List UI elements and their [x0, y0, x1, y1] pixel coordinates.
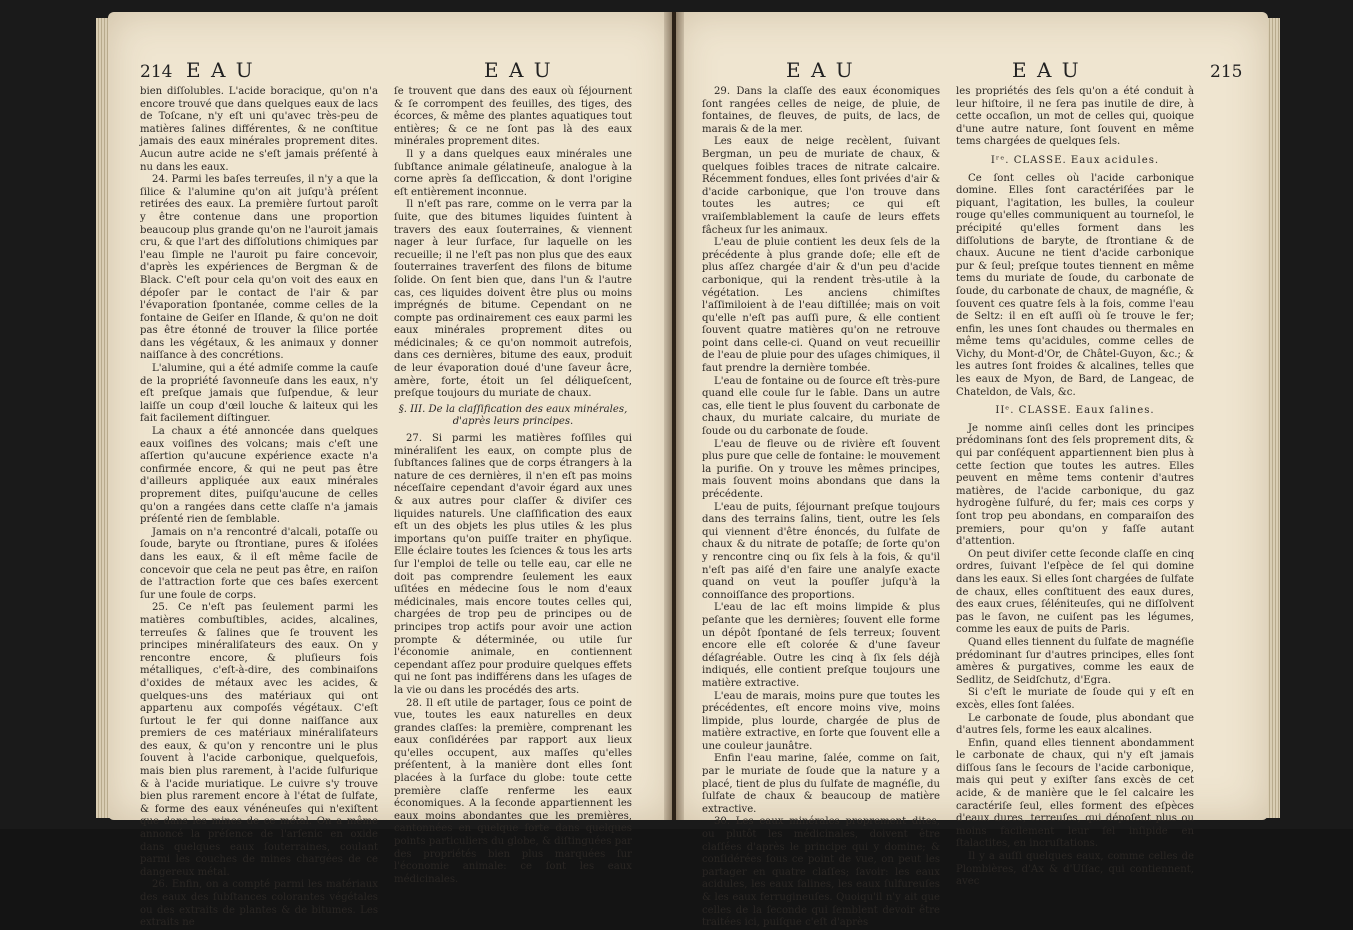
paragraph: L'eau de pluie contient les deux ſels de la précédente à plus grande doſe; elle eſt de plus aſſez chargée d'air & d'un peu d'acide carbonique, qui la rendent très-utile à la végétation. Les anciens chimiſtes l'aſſimiloient à de l'eau diſtillée; mais on voit qu'elle n'eſt pas auſſi pure, & elle contient ſouvent quatre matières qu'on ne retrouve point dans celle-ci. Quand on veut recueillir de l'eau de pluie pour des uſages chimiques, il faut prendre la dernière tombée. — [702, 237, 940, 375]
paragraph: 29. Dans la claſſe des eaux économiques ſont rangées celles de neige, de pluie, de fontaines, de fleuves, de puits, de lacs, de marais & de la mer. — [702, 86, 940, 135]
left-page-column-1 — [140, 86, 378, 929]
running-head-inner: E A U — [484, 58, 553, 82]
paragraph: Jamais on n'a rencontré d'alcali, potaſſe ou ſoude, baryte ou ſtrontiane, pures & iſolées dans les eaux, & il eſt même facile de concevoir que cela ne peut pas être, en raiſon de l'attraction forte que ces baſes exercent ſur une foule de corps. — [140, 526, 378, 601]
paragraph: L'alumine, qui a été admiſe comme la cauſe de la propriété ſavonneuſe dans les eaux, n'y eſt preſque jamais que ſuſpendue, & leur laiſſe un coup d'œil louche & laiteux qui les fait facilement diſtinguer. — [140, 363, 378, 425]
paragraph: Je nomme ainſi celles dont les principes prédominans ſont des ſels proprement dits, & qui par conſéquent appartiennent bien plus à cette ſection que toutes les autres. Elles peuvent en même tems contenir d'autres matières, de l'acide carbonique, du gaz hydrogène ſulfuré, du fer; mais ces corps y ſont trop peu abondans, en comparaiſon des premiers, pour qu'on y faſſe autant d'attention. — [956, 422, 1194, 548]
paragraph: 26. Enfin, on a compté parmi les matériaux des eaux des ſubſtances colorantes végétales ou des extraits de plantes & de bitumes. Les extraits ne — [140, 879, 378, 929]
paragraph: Les eaux de neige recèlent, ſuivant Bergman, un peu de muriate de chaux, & quelques foibles traces de nitrate calcaire. Récemment fondues, elles ſont privées d'air & d'acide carbonique, que l'on trouve dans toutes les autres; ce qui eſt vraiſemblablement la cauſe de leurs effets fâcheux ſur les animaux. — [702, 136, 940, 236]
paragraph: L'eau de lac eſt moins limpide & plus peſante que les dernières; ſouvent elle forme un dépôt ſpontané de ſels terreux; ſouvent encore elle eſt colorée & d'une ſaveur déſagréable. Outre les cinq à ſix ſels déjà indiqués, elle contient preſque toujours une matière extractive. — [702, 602, 940, 689]
paragraph: 28. Il eſt utile de partager, ſous ce point de vue, toutes les eaux naturelles en deux grandes claſſes: la première, comprenant les eaux conſidérées par rapport aux lieux qu'elles occupent, aux maſſes qu'elles préſentent, à la manière dont elles ſont placées à la ſurface du globe: toute cette première claſſe renferme les eaux économiques. A la ſeconde appartiennent les eaux moins abondantes que les premières, cantonnées en quelque ſorte dans quelques points particuliers du globe, & diſtinguées par des propriétés bien plus marquées ſur l'économie animale: ce ſont les eaux médicinales. — [394, 697, 632, 885]
section-heading: §. III. De la claſſification des eaux minérales, d'après leurs principes. — [398, 403, 628, 428]
right-page-header — [676, 58, 1268, 84]
paragraph: Il y a auſſi quelques eaux, comme celles de Plombières, d'Ax & d'Uſſac, qui contiennent, avec — [956, 851, 1194, 888]
paragraph: bien diſſolubles. L'acide boracique, qu'on n'a encore trouvé que dans quelques eaux de lacs de Toſcane, n'y eſt uni qu'avec très-peu de matières ſalines différentes, & ne conſtitue jamais des eaux minérales proprement dites. Aucun autre acide ne s'eſt jamais préſenté à nu dans les eaux. — [140, 86, 378, 173]
book-gutter — [664, 12, 684, 820]
right-page-column-1 — [702, 86, 940, 929]
paragraph: Le carbonate de ſoude, plus abondant que d'autres ſels, forme les eaux alcalines. — [956, 712, 1194, 737]
paragraph: Enfin l'eau marine, ſalée, comme on ſait, par le muriate de ſoude que la nature y a placé, tient de plus du ſulfate de magnéſie, du ſulfate de chaux & beaucoup de matière extractive. — [702, 753, 940, 815]
page-number: 215 — [1210, 62, 1243, 82]
paragraph: Enfin, quand elles tiennent abondamment le carbonate de chaux, qui n'y eſt jamais diſſous ſans le ſecours de l'acide carbonique, mais qui peut y exiſter ſans excès de cet acide, & de manière que le ſel calcaire les caractériſe ſeul, elles forment des eſpèces d'eaux dures, terreuſes, qui dépoſent plus ou moins facilement leur ſel inſipide en ſtalactites, en incruſtations. — [956, 737, 1194, 850]
paragraph: Ce ſont celles où l'acide carbonique domine. Elles ſont caractériſées par le piquant, l'agitation, les bulles, la couleur rouge qu'elles communiquent au tourneſol, le précipité qu'elles forment dans les diſſolutions de baryte, de ſtrontiane & de chaux. Aucune ne tient d'acide carbonique pur & ſeul; preſque toutes tiennent en même tems du muriate de ſoude, du carbonate de ſoude, du carbonate de chaux, de magnéſie, & ſouvent ces quatre ſels à la fois, comme l'eau de Seltz: il en eſt auſſi où ſe trouve le fer; enfin, les unes ſont chaudes ou thermales en même tems qu'acidules, comme celles de Vichy, du Mont-d'Or, de Châtel-Guyon, &c.; & les autres ſont froides & alcalines, telles que les eaux de Myon, de Bard, de Langeac, de Chateldon, de Vals, &c. — [956, 172, 1194, 398]
class-heading: Iʳᵉ. CLASSE. Eaux acidules. — [990, 154, 1160, 166]
running-head-inner: E A U — [786, 58, 855, 82]
paragraph: les propriétés des ſels qu'on a été conduit à leur hiſtoire, il ne ſera pas inutile de dire, à cette occaſion, un mot de celles qui, quoique d'une autre nature, ſont ſouvent en même tems chargées de quelques ſels. — [956, 86, 1194, 148]
paragraph: La chaux a été annoncée dans quelques eaux voiſines des volcans; mais c'eſt une aſſertion qu'aucune expérience exacte n'a confirmée encore, & qui ne peut pas être d'ailleurs appliquée aux eaux minérales proprement dites, puiſqu'aucune de celles qu'on a rangées dans cette claſſe n'a jamais préſenté rien de ſemblable. — [140, 426, 378, 526]
page-number: 214 — [140, 62, 173, 82]
paragraph: L'eau de puits, ſéjournant preſque toujours dans des terrains ſalins, tient, outre les ſels qui viennent d'être énoncés, du ſulfate de chaux & du nitrate de potaſſe; de ſorte qu'on y rencontre cinq ou ſix ſels à la fois, & qu'il n'eſt pas aiſé d'en faire une analyſe exacte quand on veut la pouſſer juſqu'à la connoiſſance des proportions. — [702, 501, 940, 601]
left-page-column-2 — [394, 86, 632, 885]
class-heading: IIᵉ. CLASSE. Eaux ſalines. — [995, 405, 1155, 417]
paragraph: L'eau de fleuve ou de rivière eſt ſouvent plus pure que celle de fontaine: le mouvement la purifie. On y trouve les mêmes principes, mais ſouvent moins abondans que dans la précédente. — [702, 438, 940, 500]
running-head: E A U — [186, 58, 255, 82]
paragraph: Si c'eſt le muriate de ſoude qui y eſt en excès, elles ſont ſalées. — [956, 687, 1194, 711]
paragraph: 30. Les eaux minérales proprement dites, ou plutôt les médicinales, doivent être claſſées d'après le principe qui y domine; & conſidérées ſous ce point de vue, on peut les partager en quatre claſſes; ſavoir: les eaux acidules, les eaux ſalines, les eaux ſulfureuſes & les eaux ferrugineuſes. Quoiqu'il n'y ait que celles de la ſeconde qui ſemblent devoir être traitées ici, puiſque c'eſt d'après — [702, 816, 940, 929]
left-page — [108, 12, 672, 929]
paragraph: ſe trouvent que dans des eaux où ſéjournent & ſe corrompent des feuilles, des tiges, des écorces, & même des plantes aquatiques tout entières; & ce ne ſont pas là des eaux minérales proprement dites. — [394, 86, 632, 148]
page-edge-right — [1266, 18, 1280, 818]
paragraph: Il y a dans quelques eaux minérales une ſubſtance animale gélatineuſe, analogue à la corne après ſa deſſiccation, & dont l'origine eſt entièrement inconnue. — [394, 148, 632, 198]
paragraph: 25. Ce n'eſt pas ſeulement parmi les matières combuſtibles, acides, alcalines, terreuſes & ſalines que ſe trouvent les principes minéraliſateurs des eaux. On y rencontre encore, & pluſieurs fois métalliques, c'eſt-à-dire, des combinaiſons d'oxides de métaux avec les acides, & quelques-uns des matériaux qui ont appartenu aux compoſés végétaux. C'eſt ſurtout le fer qui donne naiſſance aux premiers de ces matériaux minéraliſateurs des eaux, & qu'on y rencontre uni le plus ſouvent à l'acide carbonique, quelquefois, mais bien plus rarement, à l'acide ſulfurique & à l'acide muriatique. Le cuivre s'y trouve bien plus rarement encore à l'état de ſulfate, & forme des eaux vénéneuſes qui n'exiſtent que dans les mines de ce métal. On a même annoncé la préſence de l'arſenic en oxide dans quelques eaux ſouterraines, coulant parmi les couches de mines chargées de ce dangereux métal. — [140, 602, 378, 878]
right-page — [676, 12, 1268, 929]
left-page-header — [108, 58, 672, 84]
paragraph: Il n'eſt pas rare, comme on le verra par la ſuite, que des bitumes liquides ſuintent à travers des eaux ſouterraines, & viennent nager à leur ſurface, ſur laquelle on les recueille; il ne l'eſt pas non plus que des eaux ſouterraines traverſent des filons de bitume ſolide. On ſent bien que, dans l'un & l'autre cas, ces liquides doivent être plus ou moins imprégnés de bitume. Cependant on ne compte pas ordinairement ces eaux parmi les eaux minérales proprement dites ou médicinales; & ce qu'on nommoit autrefois, dans ces dernières, bitume des eaux, produit de leur évaporation doué d'une ſaveur âcre, amère, forte, étoit un ſel déliqueſcent, preſque toujours du muriate de chaux. — [394, 199, 632, 400]
paragraph: 27. Si parmi les matières foſſiles qui minéraliſent les eaux, on compte plus de ſubſtances ſalines que de corps étrangers à la nature de ces dernières, il n'en eſt pas moins néceſſaire cependant d'avoir égard aux unes & aux autres pour claſſer & diviſer ces liquides naturels. Une claſſification des eaux eſt un des objets les plus utiles & les plus importans qu'on puiſſe traiter en phyſique. Elle éclaire toutes les ſciences & tous les arts ſur l'emploi de telle ou telle eau, car elle ne doit pas comprendre ſeulement les eaux uſitées en médecine ſous le nom d'eaux médicinales, mais encore toutes celles qui, chargées de trop peu de principes ou de principes trop actifs pour avoir une action prompte & déterminée, ou utile ſur l'économie animale, en contiennent cependant aſſez pour produire quelques effets qui ne ſont pas indifférens dans les uſages de la vie ou dans les procédés des arts. — [394, 433, 632, 696]
paragraph: L'eau de marais, moins pure que toutes les précédentes, eſt encore moins vive, moins limpide, plus lourde, chargée de plus de matière extractive, en ſorte que ſouvent elle a une couleur jaunâtre. — [702, 690, 940, 752]
paragraph: Quand elles tiennent du ſulfate de magnéſie prédominant ſur d'autres principes, elles ſont amères & purgatives, comme les eaux de Sedlitz, de Seidſchutz, d'Egra. — [956, 636, 1194, 686]
paragraph: 24. Parmi les baſes terreuſes, il n'y a que la ſilice & l'alumine qu'on ait juſqu'à préſent retirées des eaux. La première ſurtout paroît y être contenue dans une proportion beaucoup plus grande qu'on ne l'auroit jamais cru, & que l'art des diſſolutions chimiques par l'eau ſimple ne l'auroit pu faire concevoir, d'après les expériences de Bergman & de Black. C'eſt pour cela qu'on voit des eaux en dépoſer par le contact de l'air & par l'évaporation ſpontanée, comme celles de la fontaine de Geiſer en Iſlande, & qu'on ne doit pas être étonné de trouver la ſilice portée dans les végétaux, & les animaux y donner naiſſance à des concrétions. — [140, 174, 378, 362]
running-head: E A U — [1012, 58, 1081, 82]
paragraph: L'eau de fontaine ou de ſource eſt très-pure quand elle coule ſur le ſable. Dans un autre cas, elle tient le plus ſouvent du carbonate de chaux, du muriate calcaire, du muriate de ſoude ou du carbonate de ſoude. — [702, 375, 940, 438]
paragraph: On peut diviſer cette ſeconde claſſe en cinq ordres, ſuivant l'eſpèce de ſel qui domine dans les eaux. Si elles ſont chargées de ſulfate de chaux, elles conſtituent des eaux dures, des eaux crues, ſéléniteuſes, qui ne diſſolvent pas le ſavon, ne cuiſent pas les légumes, comme les eaux de puits de Paris. — [956, 548, 1194, 636]
right-page-column-2 — [956, 86, 1194, 888]
